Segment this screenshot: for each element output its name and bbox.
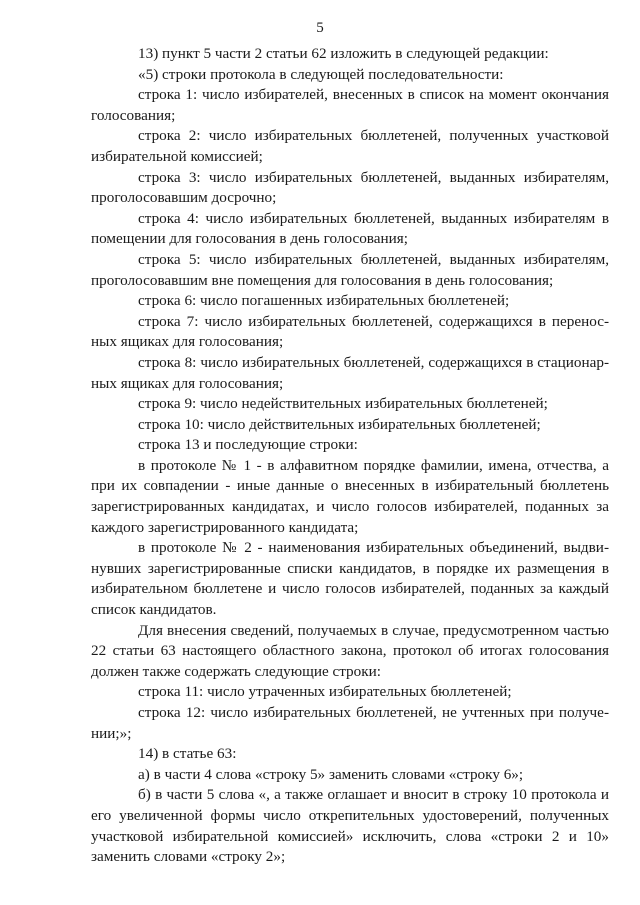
paragraph-line-10: строка 10: число действительных избирательных бюллетеней; <box>138 415 541 433</box>
document-body <box>91 44 609 868</box>
page-number: 5 <box>316 20 324 36</box>
paragraph-amendment-13: 13) пункт 5 части 2 статьи 62 изложить в следующей редакции: <box>138 45 549 62</box>
paragraph-line-4: строка 4: число избирательных бюллетеней, выданных избирателям в помещении для голосования в день голосования; <box>91 209 609 248</box>
paragraph-line-3: строка 3: число избирательных бюллетеней, выданных избирателям, проголосовавшим досрочно; <box>91 168 609 207</box>
paragraph-line-8: строка 8: число избирательных бюллетеней, содержащихся в стационарных ящиках для голосования; <box>91 353 609 392</box>
paragraph-amendment-14: 14) в статье 63: <box>138 745 237 763</box>
paragraph-line-1: строка 1: число избирателей, внесенных в список на момент окончания голосования; <box>91 86 609 124</box>
paragraph-part-22-note: Для внесения сведений, получаемых в случае, предусмотренном частью 22 статьи 63 настоящего областного закона, протокол об итогах голосования должен также содержать следующие строки: <box>91 621 609 680</box>
paragraph-line-12: строка 12: число избирательных бюллетеней, не учтенных при получении;»; <box>91 704 609 742</box>
paragraph-line-2: строка 2: число избирательных бюллетеней, полученных участковой избирательной комиссией; <box>91 127 609 165</box>
paragraph-line-6: строка 6: число погашенных избирательных бюллетеней; <box>138 292 510 310</box>
paragraph-amendment-14a: а) в части 4 слова «строку 5» заменить словами «строку 6»; <box>138 765 524 783</box>
paragraph-protocol-1: в протоколе № 1 - в алфавитном порядке фамилии, имена, отчества, а при их совпадении - иные данные о внесенных в избирательный бюллетень зарегистрированных кандидатах, и число голосов избирателей, поданных за каждого зарегистрированного кандидата; <box>91 456 609 536</box>
paragraph-line-13-plus: строка 13 и последующие строки: <box>138 436 358 454</box>
paragraph-amendment-14b: б) в части 5 слова «, а также оглашает и вносит в строку 10 протокола и его увеличенной формы число открепительных удостоверений, полученных участковой избирательной комиссией» исключить, слова «строки 2 и 10» заменить словами «строку 2»; <box>91 786 609 866</box>
paragraph-item-5-intro: «5) строки протокола в следующей последовательности: <box>138 65 504 83</box>
paragraph-line-11: строка 11: число утраченных избирательных бюллетеней; <box>138 683 512 701</box>
paragraph-protocol-2: в протоколе № 2 - наименования избирательных объединений, выдвинувших зарегистрированные списки кандидатов, в порядке их размещения в избирательном бюллетене и число голосов избирателей, поданных за каждый список кандидатов. <box>91 539 609 619</box>
paragraph-line-5: строка 5: число избирательных бюллетеней, выданных избирателям, проголосовавшим вне помещения для голосования в день голосования; <box>91 250 609 289</box>
paragraph-line-7: строка 7: число избирательных бюллетеней, содержащихся в переносных ящиках для голосования; <box>91 312 609 351</box>
paragraph-line-9: строка 9: число недействительных избирательных бюллетеней; <box>138 395 548 413</box>
